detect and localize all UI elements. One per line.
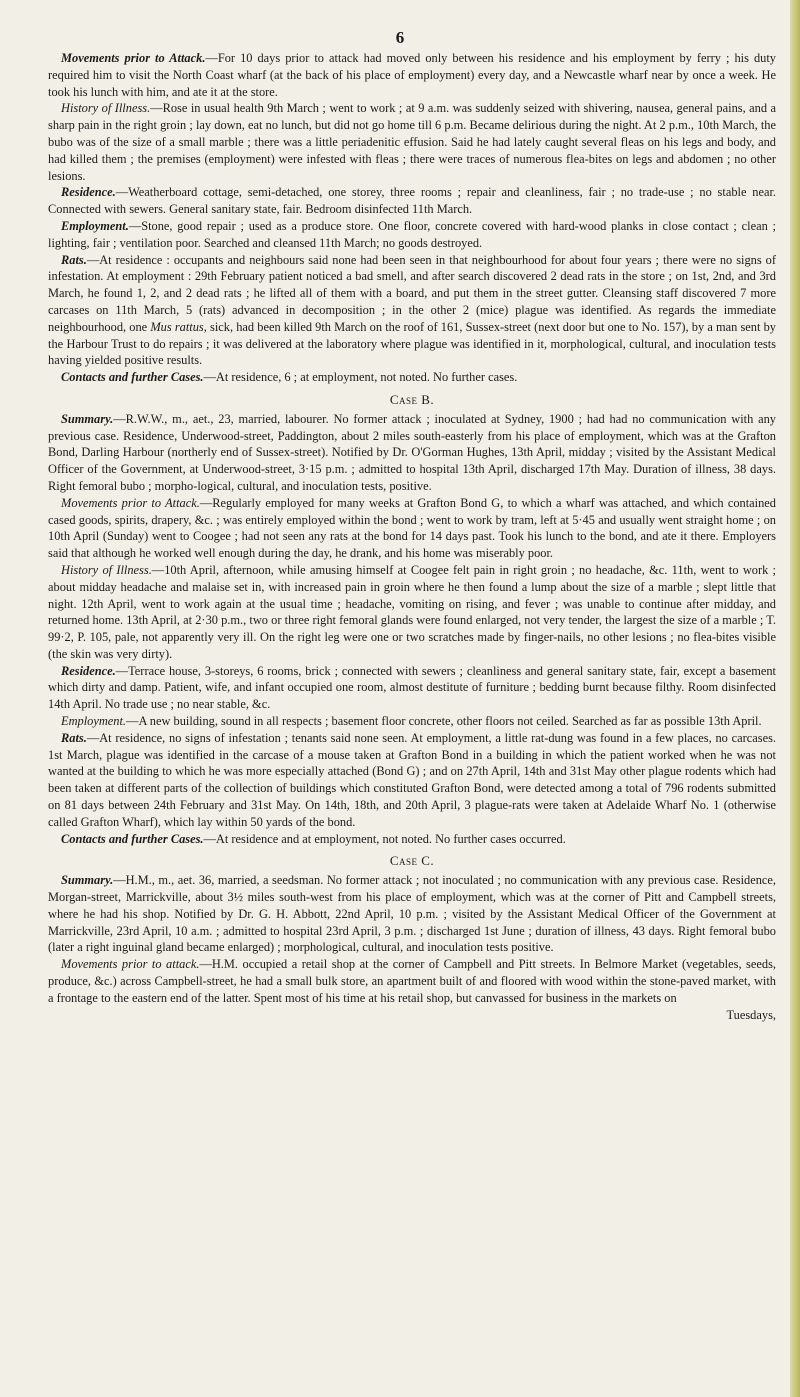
case-b-employment-text: —A new building, sound in all respects ; basement floor concrete, other floors not ceiled. Searched as far as possible 13th April. — [126, 714, 762, 729]
paragraph-employment — [48, 218, 776, 252]
text-contacts: —At residence, 6 ; at employment, not noted. No further cases. — [203, 370, 518, 385]
text-rats-before: —At residence : occupants and neighbours said none had been seen in that neighbourhood for about four years ; there were no signs of infestation. At employment : 29th February patient noticed a bad smell, and after search discovered 2 dead rats in the store ; on 1st, 2nd, and 3rd March, he found 1, 2, and 2 dead rats ; he lifted all of them with a board, and put them in the street gutter. Cleansing staff discovered 7 more carcases on 11th March, 5 (rats) advanced in decomposition ; in the other 2 (mice) plague was identified. As regards the immediate neighbourhood, one — [48, 252, 776, 334]
case-b-residence-heading: Residence. — [61, 663, 116, 678]
text-rats-after: , sick, had been killed 9th March on the roof of 161, Sussex-street (next door but one to No. 157), by a man sent by the Harbour Trust to do repairs ; it was delivered at the laboratory where plague was identified in it, morphological, cultural, and inoculation tests having yielded positive results. — [48, 319, 776, 368]
case-b-residence — [48, 663, 776, 713]
heading-residence: Residence. — [61, 185, 116, 200]
case-b-residence-text: —Terrace house, 3-storeys, 6 rooms, brick ; connected with sewers ; cleanliness and general sanitary state, fair, except a basement which dirty and damp. Patient, wife, and infant occupied one room, almost destitute of furniture ; bedding burnt because filthy. Room disinfected 14th April. No trade use ; no near stable, &c. — [48, 663, 776, 712]
case-b-summary — [48, 411, 776, 495]
case-b-movements — [48, 495, 776, 562]
paragraph-history — [48, 100, 776, 184]
heading-rats: Rats. — [61, 252, 87, 267]
case-b-employment — [48, 713, 776, 730]
text-employment: —Stone, good repair ; used as a produce store. One floor, concrete covered with hard-wood planks in close contact ; clean ; lighting, fair ; ventilation poor. Searched and cleansed 11th March; no goods destroyed. — [48, 218, 776, 250]
case-b-rats — [48, 730, 776, 831]
case-b-movements-heading: Movements prior to Attack. — [61, 495, 200, 510]
case-b-rats-text: —At residence, no signs of infestation ; tenants said none seen. At employment, a little rat-dung was found in a few places, no carcases. 1st March, plague was identified in the carcase of a mouse taken at Grafton Bond in a building in which the patient worked when he was not wanted at the building to which he was more especially attached (Bond G) ; and on 27th April, 14th and 31st May other plague rodents which had been taken at different parts of the collection of buildings which constituted Grafton Bond, were detected among a total of 796 rodents submitted on 81 days between 24th February and 31st May. On 14th, 18th, and 20th April, 3 plague-rats were taken at Adelaide Wharf No. 1 (otherwise called Grafton Wharf), which lay within 50 yards of the bond. — [48, 730, 776, 829]
case-c-movements — [48, 956, 776, 1006]
case-c-summary-text: —H.M., m., aet. 36, married, a seedsman. No former attack ; not inoculated ; no communication with any previous case. Residence, Morgan-street, Marrickville, about 3½ miles south-west from his place of employment, which was at the corner of Pitt and Campbell streets, where he had his shop. Notified by Dr. G. H. Abbott, 22nd April, 10 p.m. ; visited by the Assistant Medical Officer of the Government at Marrickville, 23rd April, 10 a.m. ; admitted to hospital 23rd April, 3 p.m. ; discharged 1st June ; duration of illness, 43 days. Right femoral bubo (later a right inguinal gland became enlarged) ; morphological, cultural, and inoculation tests positive. — [48, 873, 776, 955]
heading-history: History of Illness. — [61, 101, 151, 116]
paragraph-contacts — [48, 369, 776, 386]
text-history: —Rose in usual health 9th March ; went to work ; at 9 a.m. was suddenly seized with shivering, nausea, general pains, and a sharp pain in the right groin ; lay down, eat no lunch, but did not go home till 6 p.m. Became delirious during the night. At 2 p.m., 10th March, the bubo was of the size of a small marble ; there was a little periadenitic effusion. Said he had lately caught several fleas on his legs and body, and had killed them ; the premises (employment) were infested with fleas ; there were traces of numerous flea-bites on legs and abdomen ; no other lesions. — [48, 101, 777, 183]
heading-contacts: Contacts and further Cases. — [61, 370, 204, 385]
case-b-movements-text: —Regularly employed for many weeks at Grafton Bond G, to which a wharf was attached, and which contained cased goods, spirits, drapery, &c. ; was entirely employed within the bond ; went to work by tram, left at 5·45 and usually went straight home ; on 10th April (Sunday) went to Coogee ; had not seen any rats at the bond for 14 days past. Took his lunch to the bond, and ate it there. Employers said that although he worked well enough during the day, he drank, and his home was miserably poor. — [48, 495, 776, 561]
case-b-history — [48, 562, 776, 663]
paragraph-residence — [48, 184, 776, 218]
text-residence: —Weatherboard cottage, semi-detached, one storey, three rooms ; repair and cleanliness, fair ; no trade-use ; no stable near. Connected with sewers. General sanitary state, fair. Bedroom disinfected 11th March. — [48, 185, 776, 217]
case-c-heading: Case C. — [389, 853, 435, 869]
page-number: 6 — [395, 28, 405, 47]
case-b-rats-heading: Rats. — [61, 730, 87, 745]
document-body — [48, 50, 776, 1023]
case-b-summary-heading: Summary. — [61, 411, 114, 426]
paragraph-movements — [48, 50, 776, 100]
case-b-contacts-heading: Contacts and further Cases. — [61, 831, 204, 846]
case-b-contacts — [48, 831, 776, 848]
paragraph-rats — [48, 252, 776, 370]
case-c-movements-text: —H.M. occupied a retail shop at the corner of Campbell and Pitt streets. In Belmore Market (vegetables, seeds, produce, &c.) across Campbell-street, he had a small bulk store, an apartment built of and floored with wood within the stone-paved market, with a frontage to the eastern end of the latter. Spent most of his time at his retail shop, but canvassed for business in the markets on — [48, 957, 776, 1005]
case-b-summary-text: —R.W.W., m., aet., 23, married, labourer. No former attack ; inoculated at Sydney, 1900 ; had had no communication with any previous case. Residence, Underwood-street, Paddington, about 2 miles south-easterly from his place of employment, which was at the Grafton Bond, Darling Harbour (northerly end of Sussex-street). Notified by Dr. O'Gorman Hughes, 13th April, midday ; visited by the Assistant Medical Officer of the Government, at Underwood-street, 3·15 p.m. ; admitted to hospital 13th April, discharged 17th May. Duration of illness, 38 days. Right femoral bubo ; morpho-logical, cultural, and inoculation tests, positive. — [48, 411, 776, 493]
case-b-employment-heading: Employment. — [61, 714, 127, 729]
case-b-history-text: —10th April, afternoon, while amusing himself at Coogee felt pain in right groin ; no headache, &c. 11th, went to work ; about midday headache and malaise set in, with increased pain in groin where he then found a lump about the size of a marble ; slept little that night. 12th April, went to work again at the usual time ; headache, vomiting on rising, and fever ; was unable to continue after midday, and returned home. 13th April, at 2·30 p.m., two or three right femoral glands were found enlarged, not very tender, the largest the size of a marble ; T. 99·2, P. 105, pale, not apparently very ill. On the right leg were one or two scratches made by finger-nails, no other lesions ; no flea-bites visible (the skin was very dirty). — [48, 562, 777, 661]
case-b-history-heading: History of Illness. — [61, 562, 152, 577]
heading-movements: Movements prior to Attack. — [61, 51, 206, 65]
catchword: Tuesdays, — [726, 1007, 776, 1022]
case-c-summary-heading: Summary. — [61, 873, 114, 888]
species-name: Mus rattus — [150, 319, 204, 334]
case-c-summary — [48, 872, 776, 956]
case-c-movements-heading: Movements prior to attack. — [61, 957, 200, 972]
heading-employment: Employment. — [61, 218, 129, 233]
case-b-heading: Case B. — [389, 391, 435, 407]
page-edge — [790, 0, 800, 1397]
case-b-contacts-text: —At residence and at employment, not noted. No further cases occurred. — [203, 831, 566, 846]
text-movements: —For 10 days prior to attack had moved only between his residence and his employment by ferry ; his duty required him to visit the North Coast wharf (at the back of his place of employment) every day, and a Newcastle wharf near by once a week. He took his lunch with him, and ate it at the store. — [48, 51, 776, 99]
